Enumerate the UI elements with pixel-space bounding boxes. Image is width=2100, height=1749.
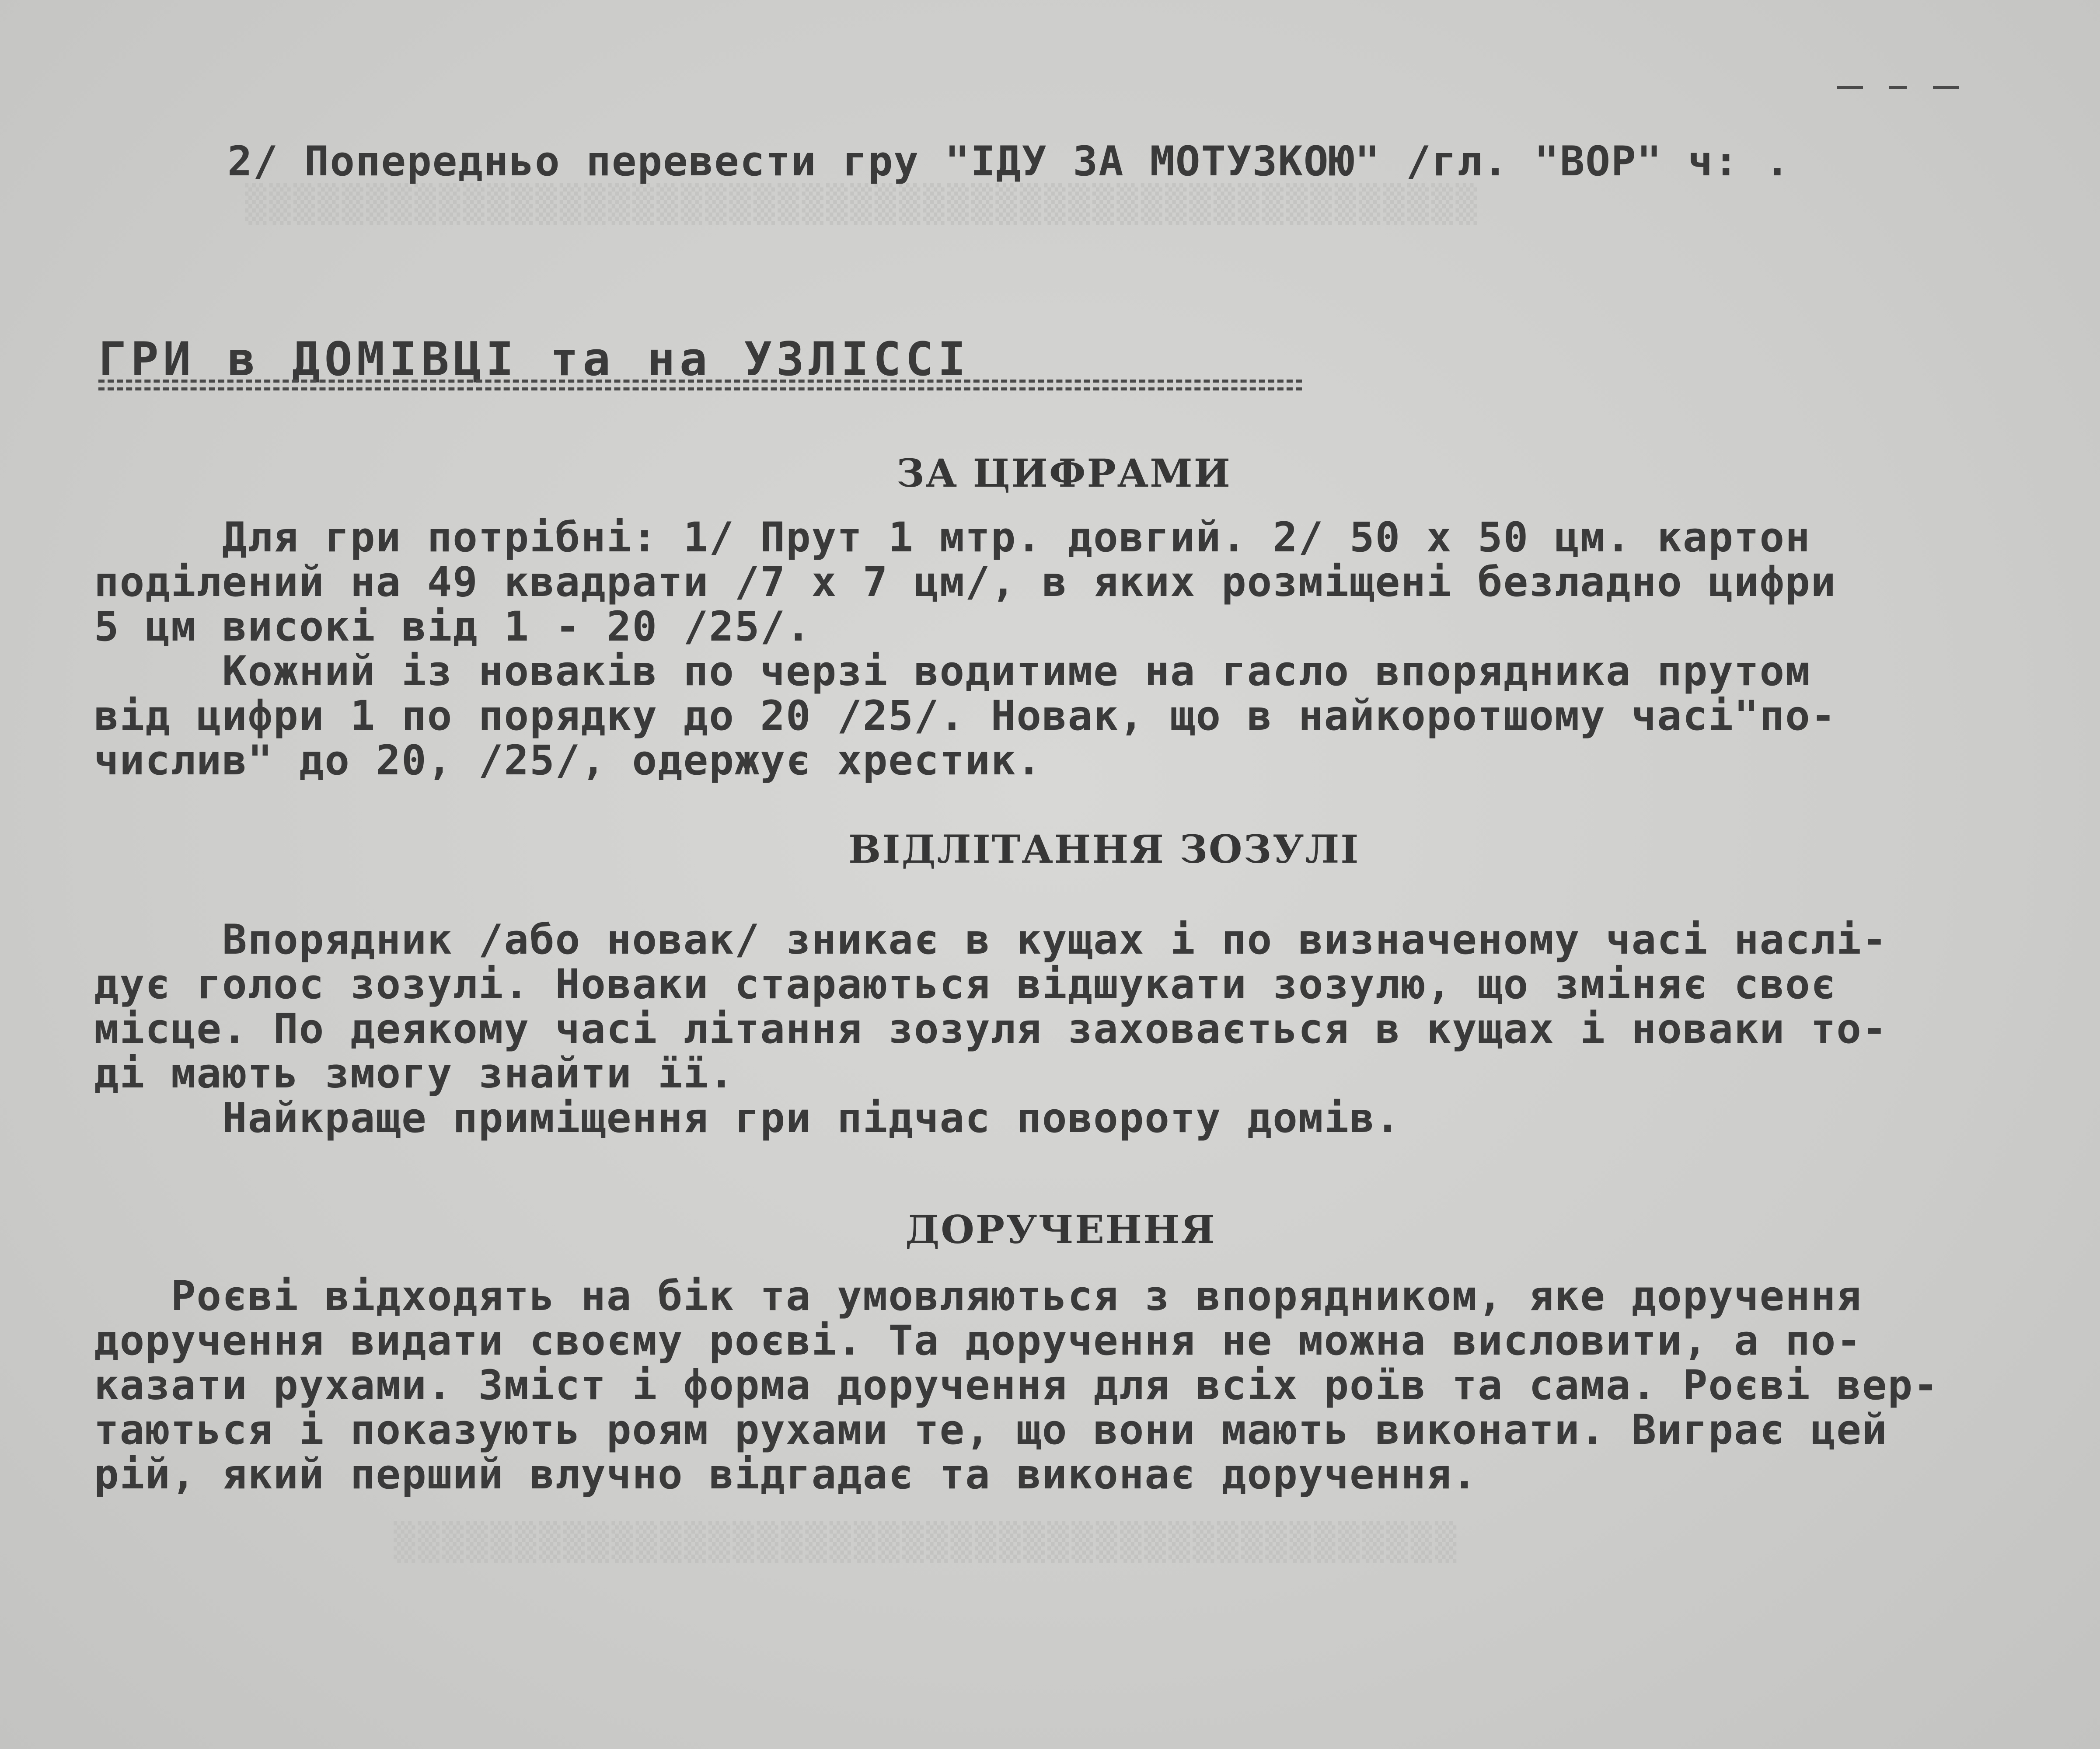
show-through-texture: ▒▒▒▒▒▒▒▒▒▒▒▒▒▒▒▒▒▒▒▒▒▒▒▒▒▒▒▒▒▒▒▒▒▒▒▒▒▒▒▒▒▒▒▒▒▒▒▒▒▒▒	[245, 184, 1480, 225]
show-through-texture: ▒▒▒▒▒▒▒▒▒▒▒▒▒▒▒▒▒▒▒▒▒▒▒▒▒▒▒▒▒▒▒▒▒▒▒▒▒▒▒▒▒▒▒▒	[394, 1522, 1459, 1563]
section-line: поділений на 49 квадрати /7 х 7 цм/, в яких розміщені безладно цифри	[94, 558, 1837, 606]
section-line: Кожний із новаків по черзі водитиме на гасло впорядника прутом	[94, 648, 1811, 695]
intro-line: 2/ Попередньо перевести гру "ІДУ ЗА МОТУЗКОЮ" /гл. "ВОР" ч: .	[227, 138, 1791, 185]
section-line: Роєві відходять на бік та умовляються з впорядником, яке доручення	[94, 1272, 1862, 1320]
section-line: доручення видати своєму роєві. Та доручення не можна висловити, а по-	[94, 1317, 1862, 1365]
section-line: таються і показують роям рухами те, що вони мають виконати. Виграє цей	[94, 1406, 1888, 1454]
title-underline	[98, 387, 1302, 390]
section-line: місце. По деякому часі літання зозуля заховається в кущах і новаки то-	[94, 1005, 1888, 1053]
section-line: Впорядник /або новак/ зникає в кущах і по визначеному часі наслі-	[94, 916, 1888, 964]
section-heading-doruchennia: ДОРУЧЕННЯ	[905, 1207, 1216, 1252]
page-title: ГРИ в ДОМІВЦІ та на УЗЛІССІ	[98, 332, 970, 386]
section-line: Найкраще приміщення гри підчас повороту домів.	[94, 1094, 1401, 1142]
section-line: 5 цм високі від 1 - 20 /25/.	[94, 603, 812, 651]
title-underline	[98, 380, 1302, 383]
section-line: Для гри потрібні: 1/ Прут 1 мтр. довгий. 2/ 50 х 50 цм. картон	[94, 514, 1811, 561]
section-line: від цифри 1 по порядку до 20 /25/. Новак, що в найкоротшому часі"по-	[94, 692, 1837, 740]
section-heading-vidlitannia-zozuli: ВІДЛІТАННЯ ЗОЗУЛІ	[848, 826, 1360, 872]
section-heading-za-tsyframy: ЗА ЦИФРАМИ	[897, 450, 1231, 496]
corner-dash-marks	[1837, 83, 2003, 96]
section-line: дує голос зозулі. Новаки стараються відшукати зозулю, що зміняє своє	[94, 961, 1837, 1008]
section-line: казати рухами. Зміст і форма доручення для всіх роїв та сама. Роєві вер-	[94, 1362, 1939, 1409]
section-line: числив" до 20, /25/, одержує хрестик.	[94, 737, 1042, 784]
section-line: рій, який перший влучно відгадає та виконає доручення.	[94, 1451, 1478, 1498]
section-line: ді мають змогу знайти її.	[94, 1050, 735, 1097]
